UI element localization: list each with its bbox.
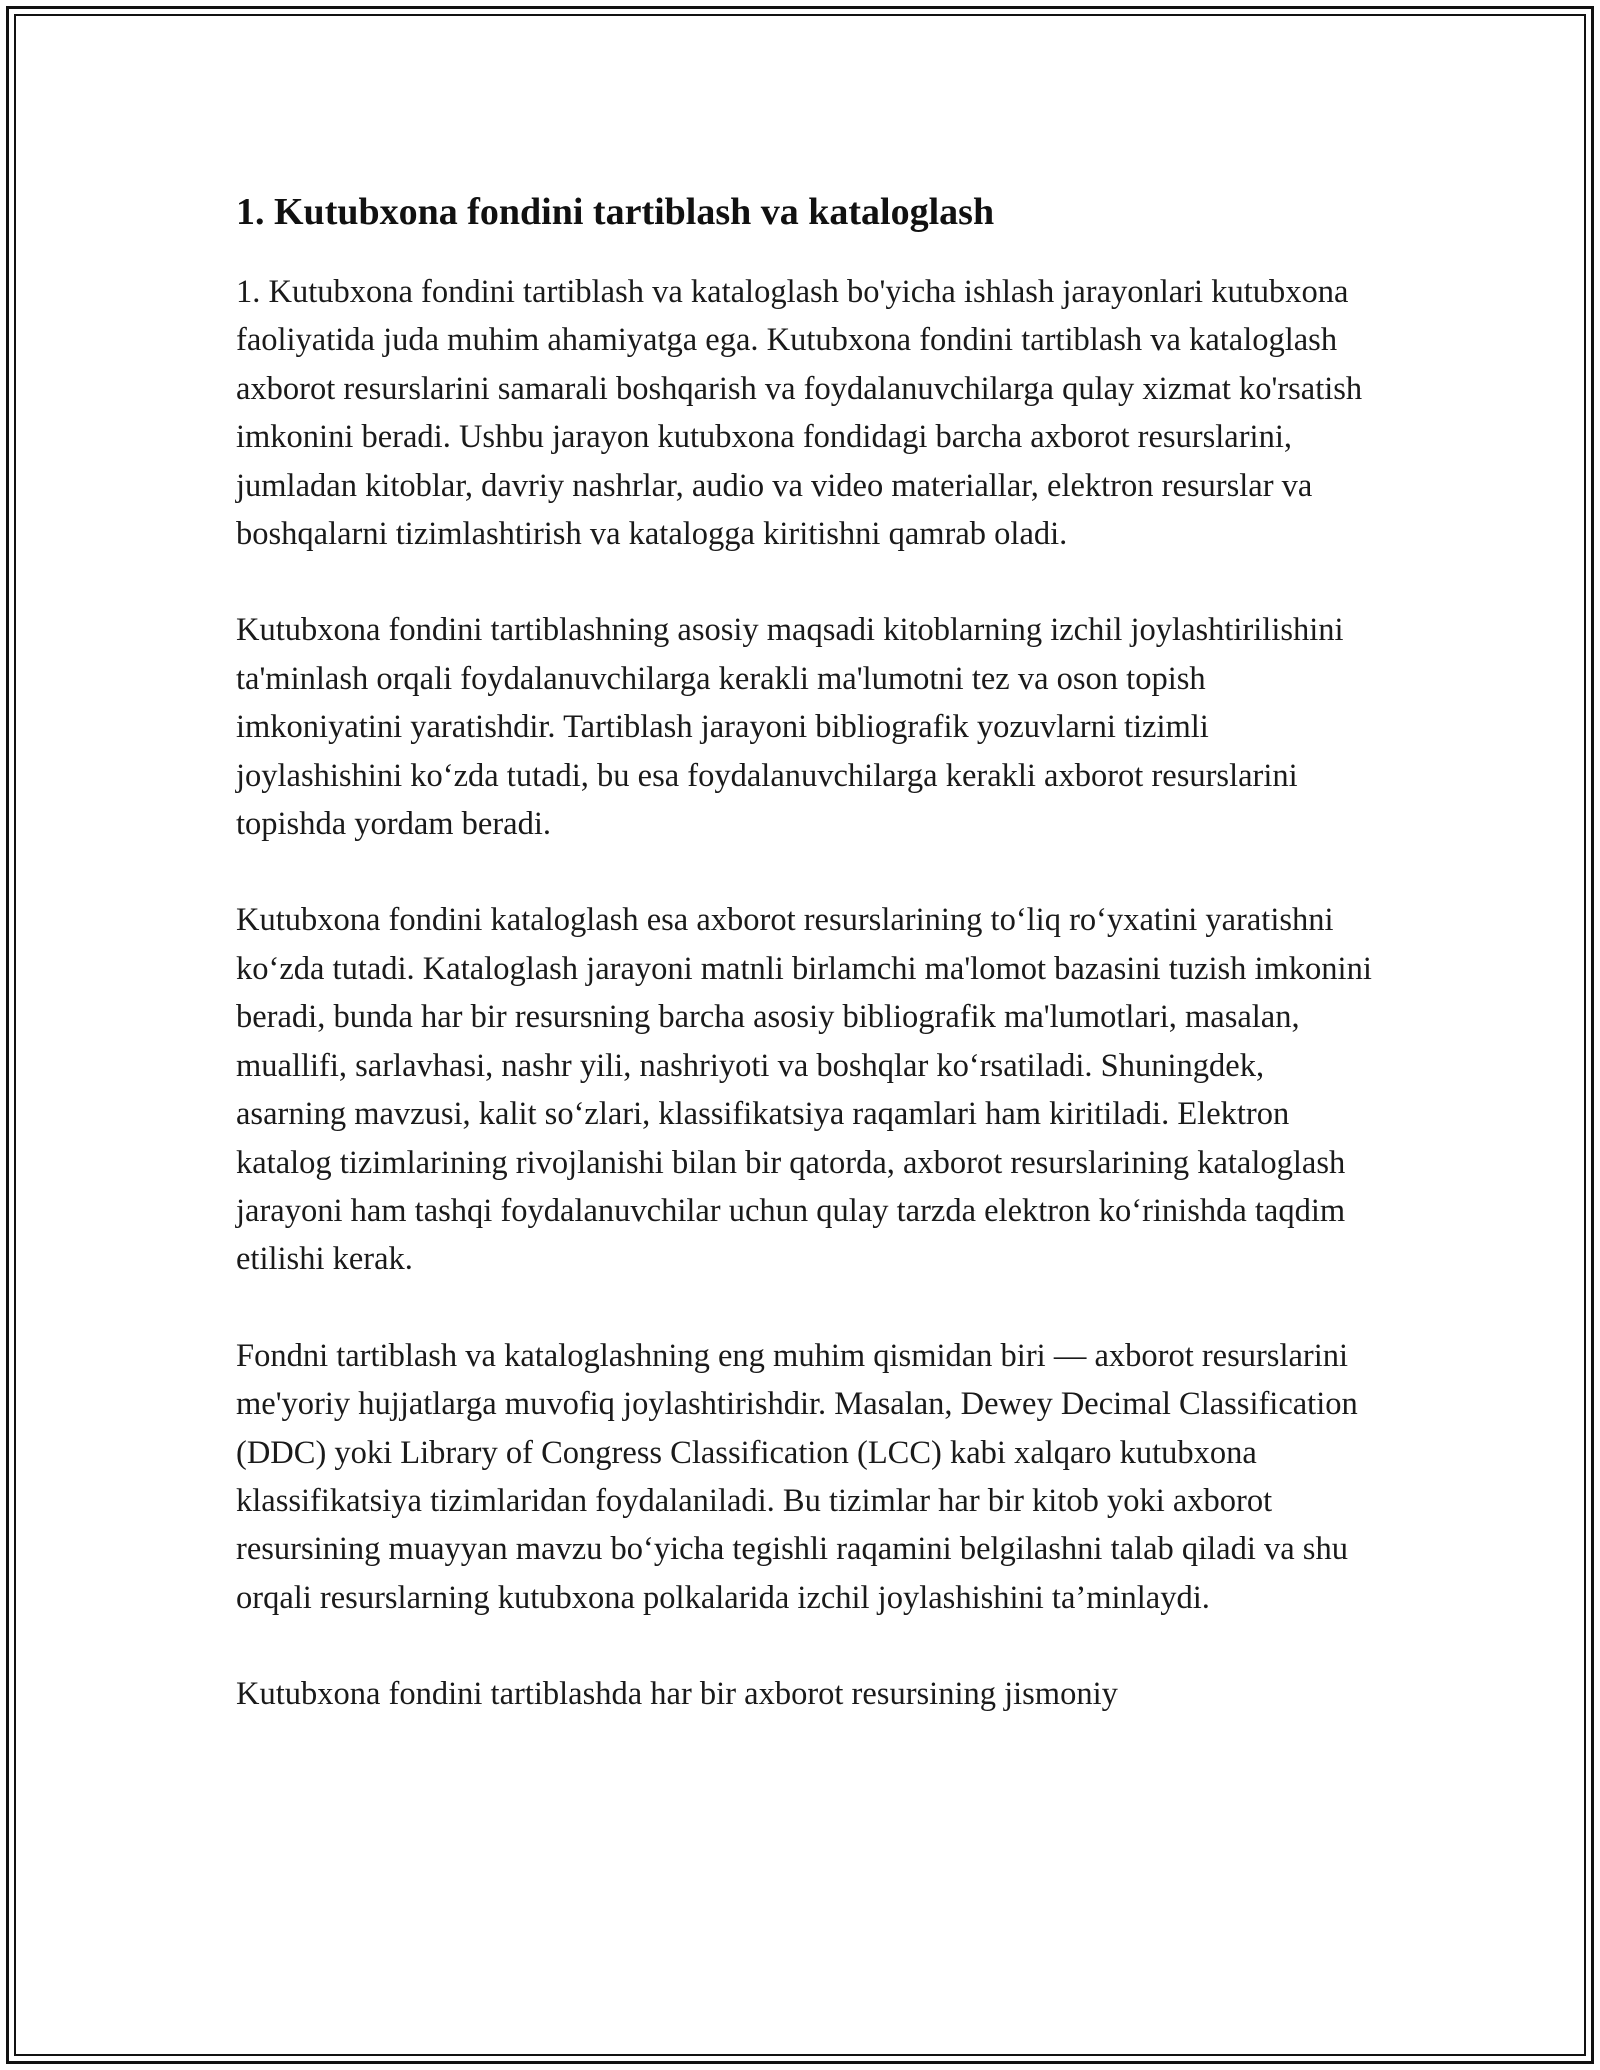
paragraph-2: Kutubxona fondini tartiblashning asosiy maqsadi kitoblarning izchil joylashtirilishini ta'minlash orqali foydalanuvchilarga kerakli ma'lumotni tez va oson topish imkoniyatini yaratishdir. Tartiblash jarayoni bibliografik yozuvlarni tizimli joylashishini ko‘zda tutadi, bu esa foydalanuvchilarga kerakli axborot resurslarini topishda yordam beradi. <box>236 612 1344 843</box>
paragraph-1: 1. Kutubxona fondini tartiblash va kataloglash bo'yicha ishlash jarayonlari kutubxona faoliyatida juda muhim ahamiyatga ega. Kutubxona fondini tartiblash va kataloglash axborot resurslarini samarali boshqarish va foydalanuvchilarga qulay xizmat ko'rsatish imkonini beradi. Ushbu jarayon kutubxona fondidagi barcha axborot resurslarini, jumladan kitoblar, davriy nashrlar, audio va video materiallar, elektron resurslar va boshqalarni tizimlashtirish va katalogga kiritishni qamrab oladi. <box>236 274 1363 553</box>
document-body <box>236 186 1376 1719</box>
paragraph-3: Kutubxona fondini kataloglash esa axborot resurslarining to‘liq ro‘yxatini yaratishni ko‘zda tutadi. Kataloglash jarayoni matnli birlamchi ma'lomot bazasini tuzish imkonini beradi, bunda har bir resursning barcha asosiy bibliografik ma'lumotlari, masalan, muallifi, sarlavhasi, nashr yili, nashriyoti va boshqlar ko‘rsatiladi. Shuningdek, asarning mavzusi, kalit so‘zlari, klassifikatsiya raqamlari ham kiritiladi. Elektron katalog tizimlarining rivojlanishi bilan bir qatorda, axborot resurslarining kataloglash jarayoni ham tashqi foydalanuvchilar uchun qulay tarzda elektron ko‘rinishda taqdim etilishi kerak. <box>236 902 1372 1278</box>
paragraph-4: Fondni tartiblash va kataloglashning eng muhim qismidan biri — axborot resurslarini me'yoriy hujjatlarga muvofiq joylashtirishdir. Masalan, Dewey Decimal Classification (DDC) yoki Library of Congress Classification (LCC) kabi xalqaro kutubxona klassifikatsiya tizimlaridan foydalaniladi. Bu tizimlar har bir kitob yoki axborot resursining muayyan mavzu bo‘yicha tegishli raqamini belgilashni talab qiladi va shu orqali resurslarning kutubxona polkalarida izchil joylashishini ta’minlaydi. <box>236 1337 1358 1616</box>
document-heading: 1. Kutubxona fondini tartiblash va kataloglash <box>236 191 995 233</box>
paragraph-5: Kutubxona fondini tartiblashda har bir axborot resursining jismoniy <box>236 1676 1118 1713</box>
